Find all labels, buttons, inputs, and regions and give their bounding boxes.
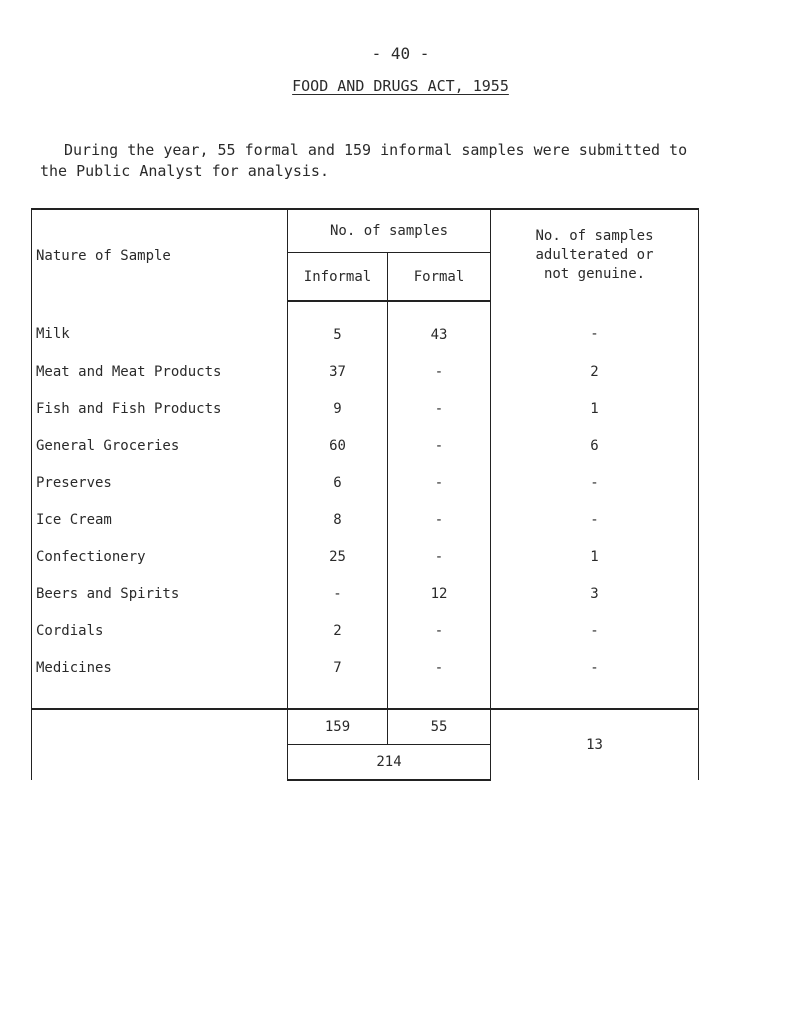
row-informal: 37: [288, 353, 388, 390]
intro-paragraph: [40, 140, 740, 182]
row-adulterated: 6: [491, 427, 699, 464]
row-formal: -: [388, 649, 491, 709]
total-informal: 159: [288, 709, 388, 745]
page-number: - 40 -: [371, 44, 430, 63]
row-adulterated: 2: [491, 353, 699, 390]
table-row: [32, 301, 699, 353]
row-formal: -: [388, 390, 491, 427]
row-name: Beers and Spirits: [32, 575, 288, 612]
total-combined: 214: [288, 745, 491, 781]
row-adulterated: -: [491, 464, 699, 501]
row-adulterated: -: [491, 612, 699, 649]
table-row: [32, 501, 699, 538]
row-formal: 12: [388, 575, 491, 612]
table-row: [32, 353, 699, 390]
row-name: Fish and Fish Products: [32, 390, 288, 427]
row-name: Meat and Meat Products: [32, 353, 288, 390]
table-totals: [32, 709, 699, 780]
row-informal: -: [288, 575, 388, 612]
row-name: Preserves: [32, 464, 288, 501]
table-row: [32, 427, 699, 464]
intro-line-2: the Public Analyst for analysis.: [40, 162, 329, 180]
row-name: Milk: [32, 301, 288, 353]
header-no-of-samples: No. of samples: [288, 209, 491, 253]
page-heading-text: FOOD AND DRUGS ACT, 1955: [292, 77, 509, 95]
header-informal: Informal: [288, 253, 388, 302]
total-adulterated: 13: [491, 709, 699, 780]
header-adulterated: [491, 209, 699, 301]
row-informal: 2: [288, 612, 388, 649]
row-name: General Groceries: [32, 427, 288, 464]
row-adulterated: -: [491, 649, 699, 709]
header-adulterated-line-2: adulterated or: [535, 247, 654, 263]
table-row: [32, 538, 699, 575]
totals-label-cell: [32, 709, 288, 780]
row-formal: -: [388, 538, 491, 575]
row-name: Cordials: [32, 612, 288, 649]
row-formal: -: [388, 353, 491, 390]
row-adulterated: 1: [491, 390, 699, 427]
row-formal: 43: [388, 301, 491, 353]
row-informal: 5: [288, 301, 388, 353]
row-name: Medicines: [32, 649, 288, 709]
intro-line-1: During the year, 55 formal and 159 informal samples were submitted to: [64, 141, 688, 159]
row-informal: 9: [288, 390, 388, 427]
header-adulterated-line-3: not genuine.: [543, 266, 646, 282]
row-adulterated: 1: [491, 538, 699, 575]
samples-table: [31, 208, 699, 781]
row-formal: -: [388, 501, 491, 538]
table-row: [32, 390, 699, 427]
row-adulterated: -: [491, 301, 699, 353]
row-informal: 6: [288, 464, 388, 501]
row-adulterated: -: [491, 501, 699, 538]
row-name: Confectionery: [32, 538, 288, 575]
row-formal: -: [388, 427, 491, 464]
row-formal: -: [388, 464, 491, 501]
total-formal: 55: [388, 709, 491, 745]
header-nature-of-sample: Nature of Sample: [32, 209, 288, 301]
row-informal: 25: [288, 538, 388, 575]
row-formal: -: [388, 612, 491, 649]
table-row: [32, 612, 699, 649]
header-adulterated-line-1: No. of samples: [535, 228, 654, 244]
table-row: [32, 649, 699, 709]
table-row: [32, 575, 699, 612]
row-informal: 8: [288, 501, 388, 538]
row-adulterated: 3: [491, 575, 699, 612]
row-name: Ice Cream: [32, 501, 288, 538]
table-header: [32, 209, 699, 301]
row-informal: 7: [288, 649, 388, 709]
table-body: [32, 301, 699, 709]
header-formal: Formal: [388, 253, 491, 302]
table-row: [32, 464, 699, 501]
row-informal: 60: [288, 427, 388, 464]
page-heading: [0, 77, 801, 95]
